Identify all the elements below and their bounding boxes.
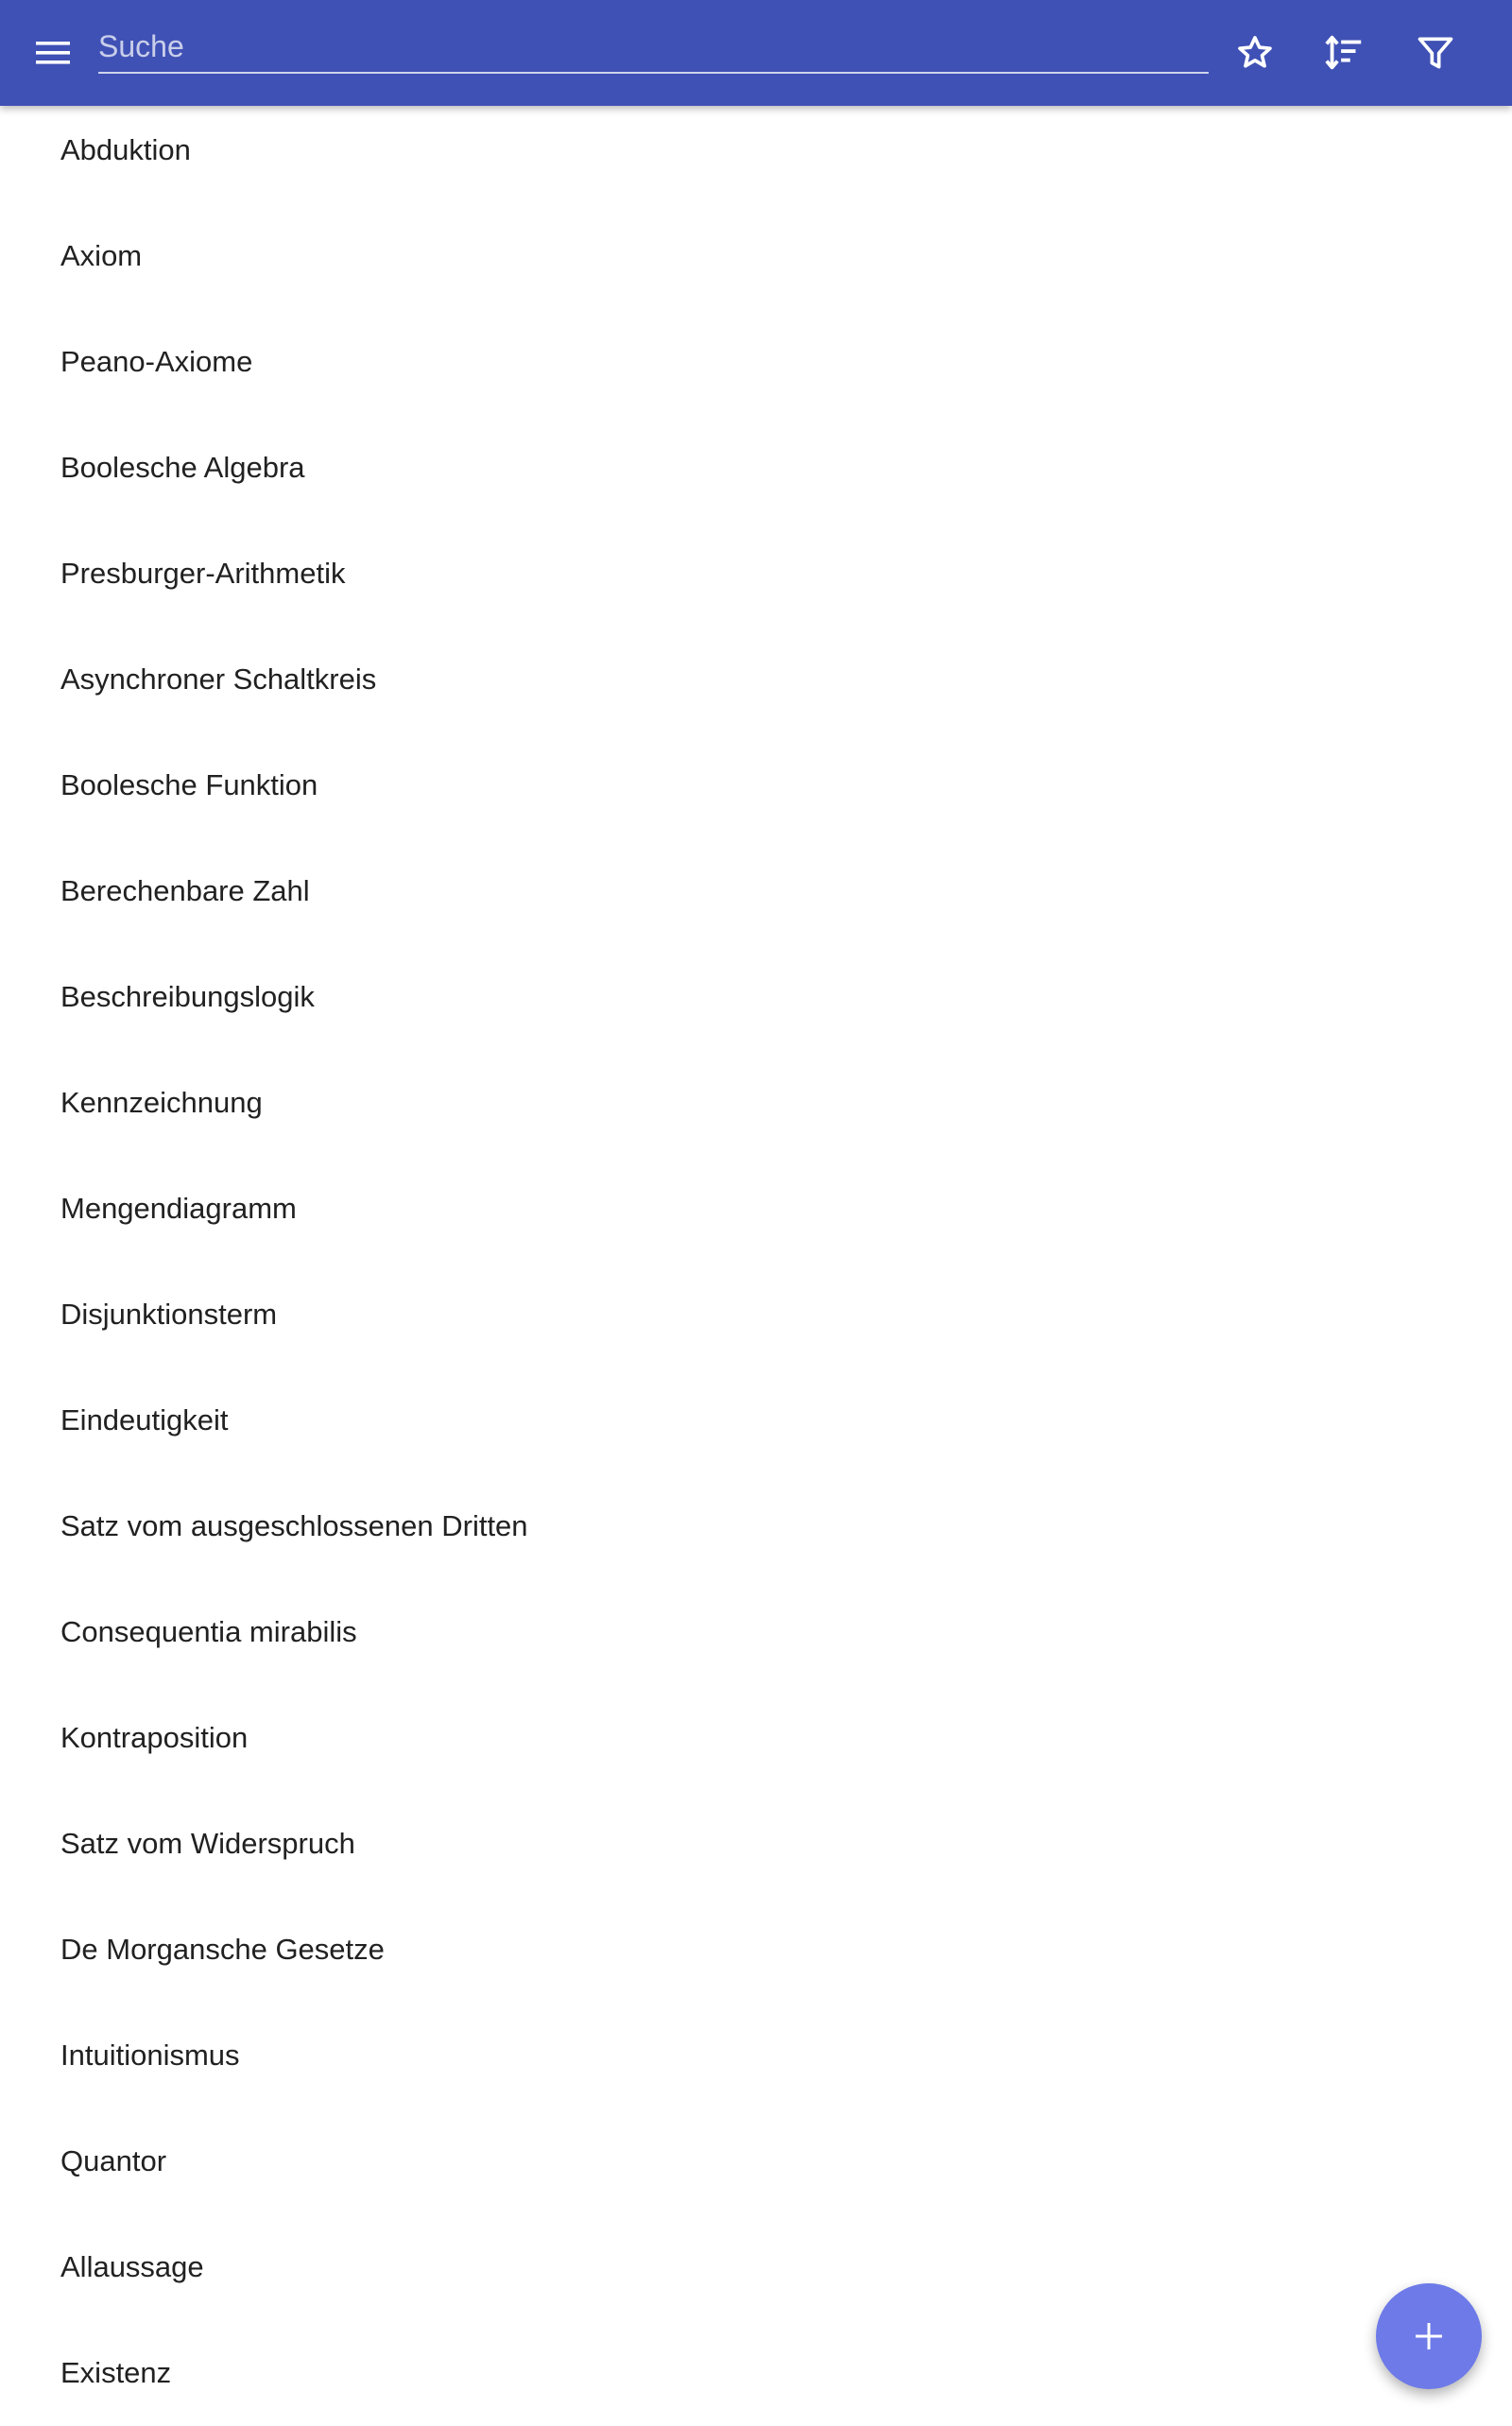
list-item[interactable]: Abduktion xyxy=(60,133,191,166)
search-field[interactable] xyxy=(98,13,1209,74)
list-item[interactable]: Intuitionismus xyxy=(60,2039,240,2072)
menu-button[interactable] xyxy=(19,19,87,87)
list-item[interactable]: Asynchroner Schaltkreis xyxy=(60,662,377,696)
filter-button[interactable] xyxy=(1401,19,1469,87)
menu-icon xyxy=(34,34,72,72)
list-item[interactable]: Boolesche Algebra xyxy=(60,451,305,484)
list-item[interactable]: Consequentia mirabilis xyxy=(60,1615,357,1648)
list-item[interactable]: Peano-Axiome xyxy=(60,345,253,378)
add-button[interactable] xyxy=(1376,2283,1482,2389)
list-item[interactable]: Axiom xyxy=(60,239,143,272)
list-item[interactable]: Beschreibungslogik xyxy=(60,980,315,1013)
plus-icon xyxy=(1412,2319,1446,2353)
list-item[interactable]: Satz vom ausgeschlossenen Dritten xyxy=(60,1509,528,1542)
sort-icon xyxy=(1323,31,1366,75)
list-item[interactable]: Boolesche Funktion xyxy=(60,768,318,801)
list-item[interactable]: Quantor xyxy=(60,2144,167,2177)
search-input[interactable] xyxy=(98,13,1209,72)
list-item[interactable]: Kontraposition xyxy=(60,1721,249,1754)
list-item[interactable]: Kennzeichnung xyxy=(60,1086,263,1119)
filter-outline-icon xyxy=(1415,32,1456,74)
list-item[interactable]: Mengendiagramm xyxy=(60,1192,297,1225)
star-outline-icon xyxy=(1234,32,1276,74)
list-item[interactable]: Allaussage xyxy=(60,2250,204,2283)
favorites-button[interactable] xyxy=(1221,19,1289,87)
app-bar xyxy=(0,0,1512,106)
sort-button[interactable] xyxy=(1311,19,1379,87)
list-item[interactable]: Disjunktionsterm xyxy=(60,1298,278,1331)
list-item[interactable]: Existenz xyxy=(60,2356,172,2389)
term-list xyxy=(0,97,1512,2426)
list-item[interactable]: Berechenbare Zahl xyxy=(60,874,310,907)
list-item[interactable]: Eindeutigkeit xyxy=(60,1403,229,1437)
list-item[interactable]: De Morgansche Gesetze xyxy=(60,1933,385,1966)
list-item[interactable]: Satz vom Widerspruch xyxy=(60,1827,355,1860)
list-item[interactable]: Presburger-Arithmetik xyxy=(60,557,346,590)
